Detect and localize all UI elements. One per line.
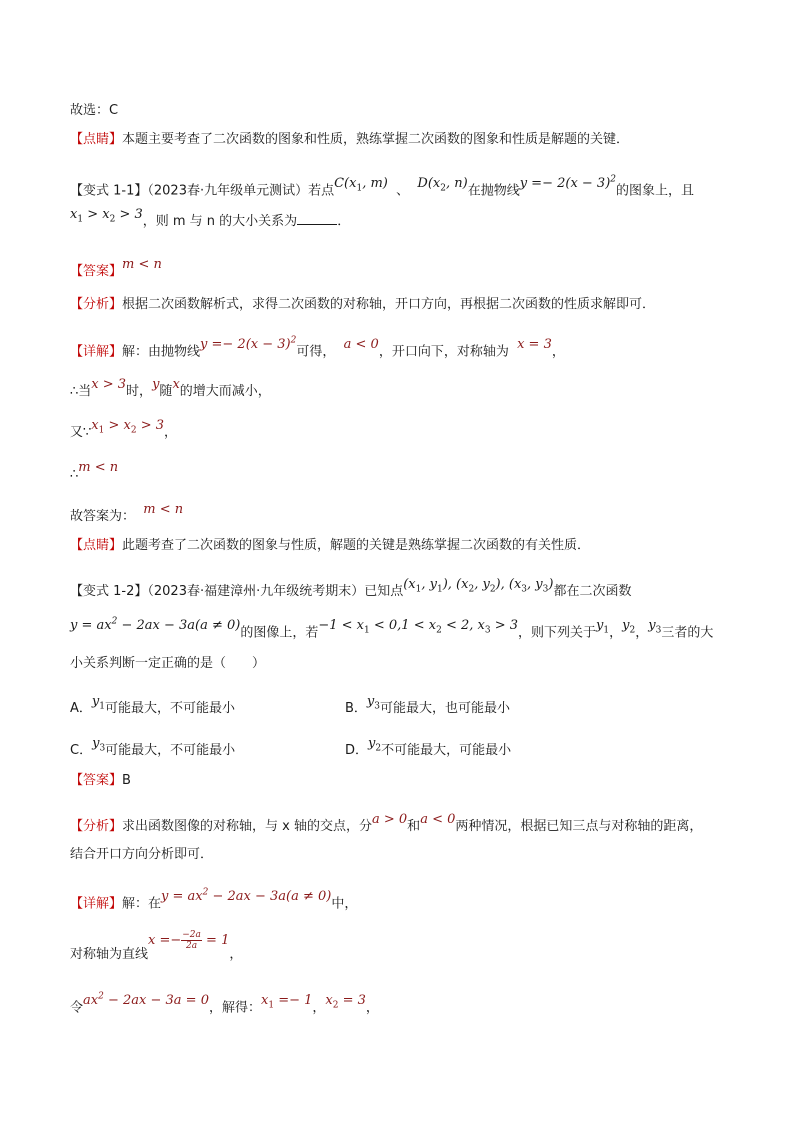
line-gu-daan: 故答案为： m < n [70, 502, 184, 524]
line-xiangjie-2: 【详解】解：在$y = ax^2 - 2ax - 3a(a \ne 0)$中， [70, 888, 358, 912]
you-math: $x_1 > x_2 > 3$ [91, 418, 165, 436]
line-xiangjie-1: 【详解】解：由抛物线$y =- 2(x - 3)^2$可得， a < 0，开口向下，对称轴为 x = 3， [70, 336, 565, 360]
quadratic-math: $y = ax^2 - 2ax - 3a(a \ne 0)$ [70, 617, 241, 634]
line-dang: ∴当x > 3时，y随x的增大而减小， [70, 377, 271, 399]
condition-math: $x_1 > x_2 > 3$ [70, 207, 143, 225]
line-bianshi-1-2: 【变式 1-2】（2023春·福建漳州·九年级统考期末）已知点($x_1$, $y_1$), ($x_2$, $y_2$), ($x_3$, $y_3$)都在二次函数 [70, 577, 632, 599]
option-a[interactable]: A．$y_1$可能最大，不可能最小 [70, 694, 236, 716]
range-math: $-1 < x_1 < 0,1 < x_2 < 2$, $x_3 > 3$ [318, 618, 519, 636]
fenxi-text: 根据二次函数解析式，求得二次函数的对称轴，开口方向，再根据二次函数的性质求解即可． [122, 297, 656, 312]
answer-choice-text: 故选：C [70, 103, 119, 118]
parabola-math-2: $y =- 2(x - 3)^2$ [200, 336, 297, 353]
answer-b: B [122, 773, 131, 788]
line-daan-2: 【答案】B [70, 773, 131, 788]
line-bianshi-1-2-b: $y = ax^2 - 2ax - 3a(a \ne 0)$的图像上，若$-1 < x_1 < 0,1 < x_2 < 2$, $x_3 > 3$，则下列关于$y_1$，$y_2$，$y_3$三者的大 [70, 617, 714, 641]
question-text: ，则 m 与 n 的大小关系为 [142, 214, 298, 229]
a-negative-math: a < 0 [343, 337, 379, 353]
dianjing-text: 本题主要考查了二次函数的图象和性质，熟练掌握二次函数的图象和性质是解题的关键． [122, 132, 630, 147]
xiangjie-tag: 【详解】 [70, 344, 123, 360]
daan-tag: 【答案】 [70, 264, 123, 279]
option-c[interactable]: C．$y_3$可能最大，不可能最小 [70, 736, 236, 758]
line-bianshi-1-2-c: 小关系判断一定正确的是（ ） [70, 656, 266, 671]
option-d[interactable]: D．$y_2$不可能最大，可能最小 [345, 736, 512, 758]
line-fenxi-2: 【分析】求出函数图像的对称轴，与 x 轴的交点，分a > 0和a < 0两种情况，根据已知三点与对称轴的距离， [70, 812, 703, 834]
equation-math: $ax^2 - 2ax - 3a = 0$ [83, 992, 209, 1009]
parabola-math: $y =- 2(x - 3)^2$ [519, 175, 617, 192]
line-dianjing-1 [70, 131, 629, 149]
bianshi-end-text: 的图象上，且 [616, 183, 695, 199]
axis-formula: x =− $\frac{-2a}{2a}$ = 1 [148, 930, 230, 951]
line-ling: 令$ax^2 - 2ax - 3a = 0$，解得：$x_1 =- 1$，$x_2 = 3$， [70, 992, 379, 1016]
line-axis: 对称轴为直线x =− $\frac{-2a}{2a}$ = 1， [70, 930, 243, 962]
dianjing-tag: 【点睛】 [70, 132, 123, 147]
bianshi-tag: 【变式 1-1】 [70, 183, 148, 199]
quadratic-math-2: $y = ax^2 - 2ax - 3a(a \ne 0)$ [161, 888, 332, 905]
axis-math: x = 3 [517, 337, 552, 353]
answer-math: m < n [122, 257, 162, 272]
answer-blank[interactable] [297, 212, 337, 225]
points-math: ($x_1$, $y_1$), ($x_2$, $y_2$), ($x_3$, $y_3$) [403, 577, 554, 595]
line-therefore: ∴m < n [70, 460, 119, 482]
line-fenxi-2-b: 结合开口方向分析即可． [70, 847, 214, 862]
line-daan-1 [70, 257, 162, 281]
line-bianshi-1-1-cond: $x_1 > x_2 > 3$，则 m 与 n 的大小关系为 ． [70, 207, 351, 229]
bianshi-mid-text: 在抛物线 [467, 183, 520, 199]
option-b[interactable]: B．$y_3$可能最大，也可能最小 [345, 694, 511, 716]
point-c-math: $C(x_1$, m) [334, 176, 388, 194]
separator: 、 [396, 183, 410, 199]
line-fenxi-1 [70, 296, 655, 314]
bianshi-tag-2: 【变式 1-2】 [70, 584, 148, 599]
bianshi-source: （2023春·九年级单元测试）若点 [147, 183, 335, 199]
point-d-math: $D(x_2$, n) [417, 176, 468, 194]
fenxi-tag: 【分析】 [70, 297, 123, 312]
line-gu-xuan [70, 102, 118, 120]
line-dianjing-2: 【点睛】此题考查了二次函数的图象与性质，解题的关键是熟练掌握二次函数的有关性质． [70, 538, 591, 553]
line-you: 又$\because x_1 > x_2 > 3$， [70, 418, 178, 440]
line-bianshi-1-1 [70, 175, 695, 205]
